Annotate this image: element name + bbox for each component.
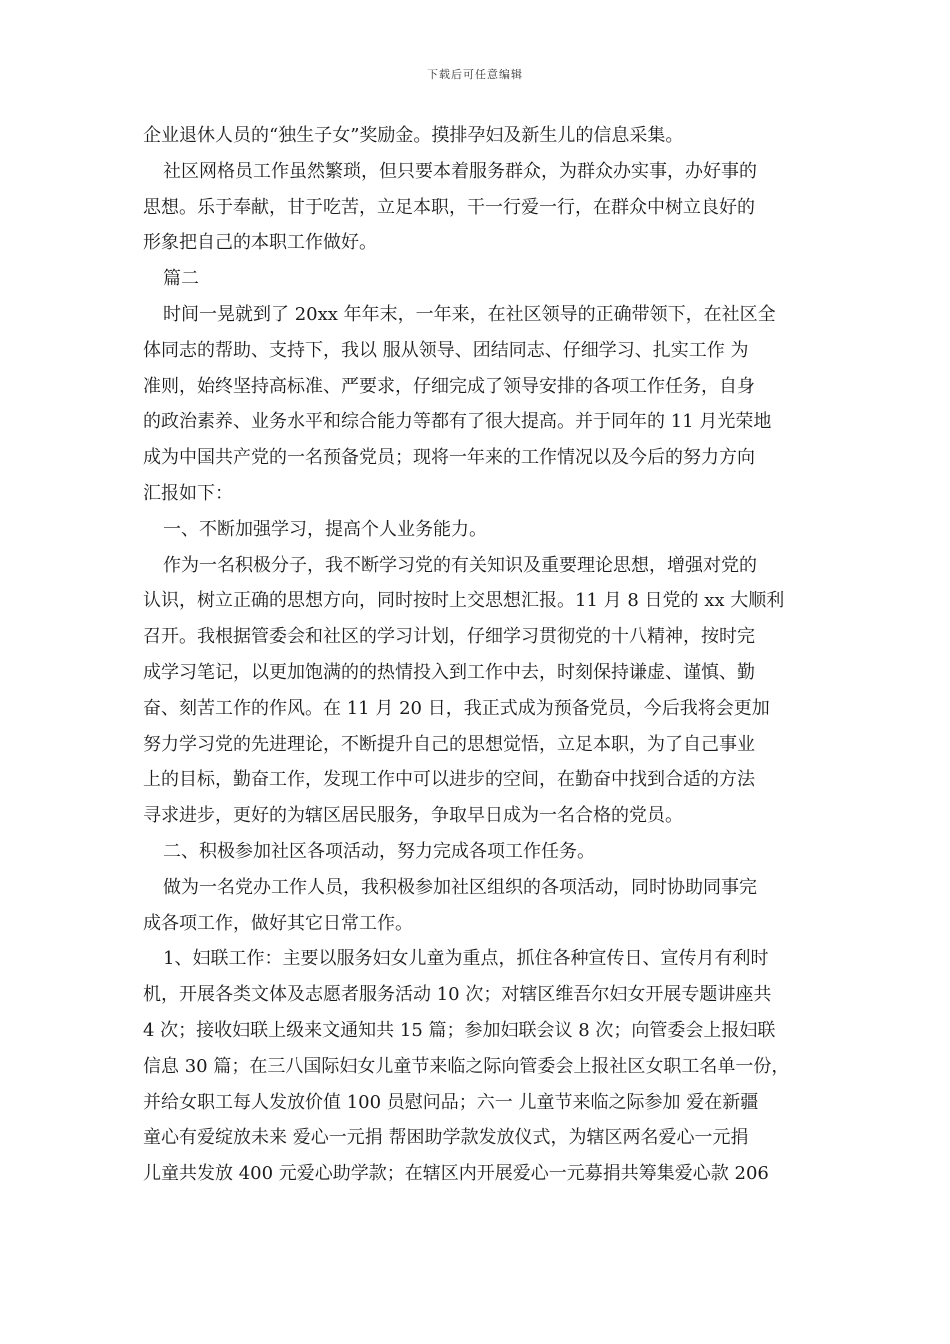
text-line: 努力学习党的先进理论，不断提升自己的思想觉悟，立足本职，为了自己事业 <box>143 733 755 755</box>
text-line: 召开。我根据管委会和社区的学习计划，仔细学习贯彻党的十八精神，按时完 <box>143 626 755 648</box>
text-line: 成学习笔记，以更加饱满的的热情投入到工作中去，时刻保持谦虚、谨慎、勤 <box>143 661 755 683</box>
section-heading: 篇二 <box>163 268 199 290</box>
text-line: 形象把自己的本职工作做好。 <box>143 232 377 254</box>
subsection-heading: 一、不断加强学习，提高个人业务能力。 <box>163 518 487 540</box>
text-line: 1、妇联工作：主要以服务妇女儿童为重点，抓住各种宣传日、宣传月有利时 <box>163 948 769 970</box>
text-line: 成为中国共产党的一名预备党员；现将一年来的工作情况以及今后的努力方向 <box>143 447 755 469</box>
text-line: 4 次；接收妇联上级来文通知共 15 篇；参加妇联会议 8 次；向管委会上报妇联 <box>143 1019 776 1041</box>
text-line: 奋、刻苦工作的作风。在 11 月 20 日，我正式成为预备党员，今后我将会更加 <box>143 697 770 719</box>
page-header-note: 下载后可任意编辑 <box>427 68 523 81</box>
text-line: 准则，始终坚持高标准、严要求，仔细完成了领导安排的各项工作任务，自身 <box>143 375 755 397</box>
text-line: 作为一名积极分子，我不断学习党的有关知识及重要理论思想，增强对党的 <box>163 554 757 576</box>
text-line: 儿童共发放 400 元爱心助学款；在辖区内开展爱心一元募捐共筹集爱心款 206 <box>143 1163 769 1185</box>
text-line: 体同志的帮助、支持下，我以 服从领导、团结同志、仔细学习、扎实工作 为 <box>143 339 749 361</box>
text-line: 的政治素养、业务水平和综合能力等都有了很大提高。并于同年的 11 月光荣地 <box>143 411 772 433</box>
text-line: 社区网格员工作虽然繁琐，但只要本着服务群众，为群众办实事，办好事的 <box>163 160 757 182</box>
text-line: 并给女职工每人发放价值 100 员慰问品；六一 儿童节来临之际参加 爱在新疆 <box>143 1091 759 1113</box>
text-line: 思想。乐于奉献，甘于吃苦，立足本职，干一行爱一行，在群众中树立良好的 <box>143 196 755 218</box>
text-line: 汇报如下： <box>143 482 233 504</box>
text-line: 信息 30 篇；在三八国际妇女儿童节来临之际向管委会上报社区女职工名单一份， <box>143 1055 790 1077</box>
text-line: 企业退休人员的“独生子女”奖励金。摸排孕妇及新生儿的信息采集。 <box>143 125 684 146</box>
text-line: 认识，树立正确的思想方向，同时按时上交思想汇报。11 月 8 日党的 xx 大顺利 <box>143 590 785 612</box>
text-line: 成各项工作，做好其它日常工作。 <box>143 912 413 934</box>
text-line: 童心有爱绽放未来 爱心一元捐 帮困助学款发放仪式，为辖区两名爱心一元捐 <box>143 1127 749 1149</box>
subsection-heading: 二、积极参加社区各项活动，努力完成各项工作任务。 <box>163 840 595 862</box>
text-line: 上的目标，勤奋工作，发现工作中可以进步的空间，在勤奋中找到合适的方法 <box>143 769 755 791</box>
text-line: 时间一晃就到了 20xx 年年末，一年来，在社区领导的正确带领下，在社区全 <box>163 303 776 325</box>
text-line: 做为一名党办工作人员，我积极参加社区组织的各项活动，同时协助同事完 <box>163 876 757 898</box>
document-body <box>143 118 813 1192</box>
text-line: 机，开展各类文体及志愿者服务活动 10 次；对辖区维吾尔妇女开展专题讲座共 <box>143 984 772 1006</box>
text-line: 寻求进步，更好的为辖区居民服务，争取早日成为一名合格的党员。 <box>143 805 683 827</box>
